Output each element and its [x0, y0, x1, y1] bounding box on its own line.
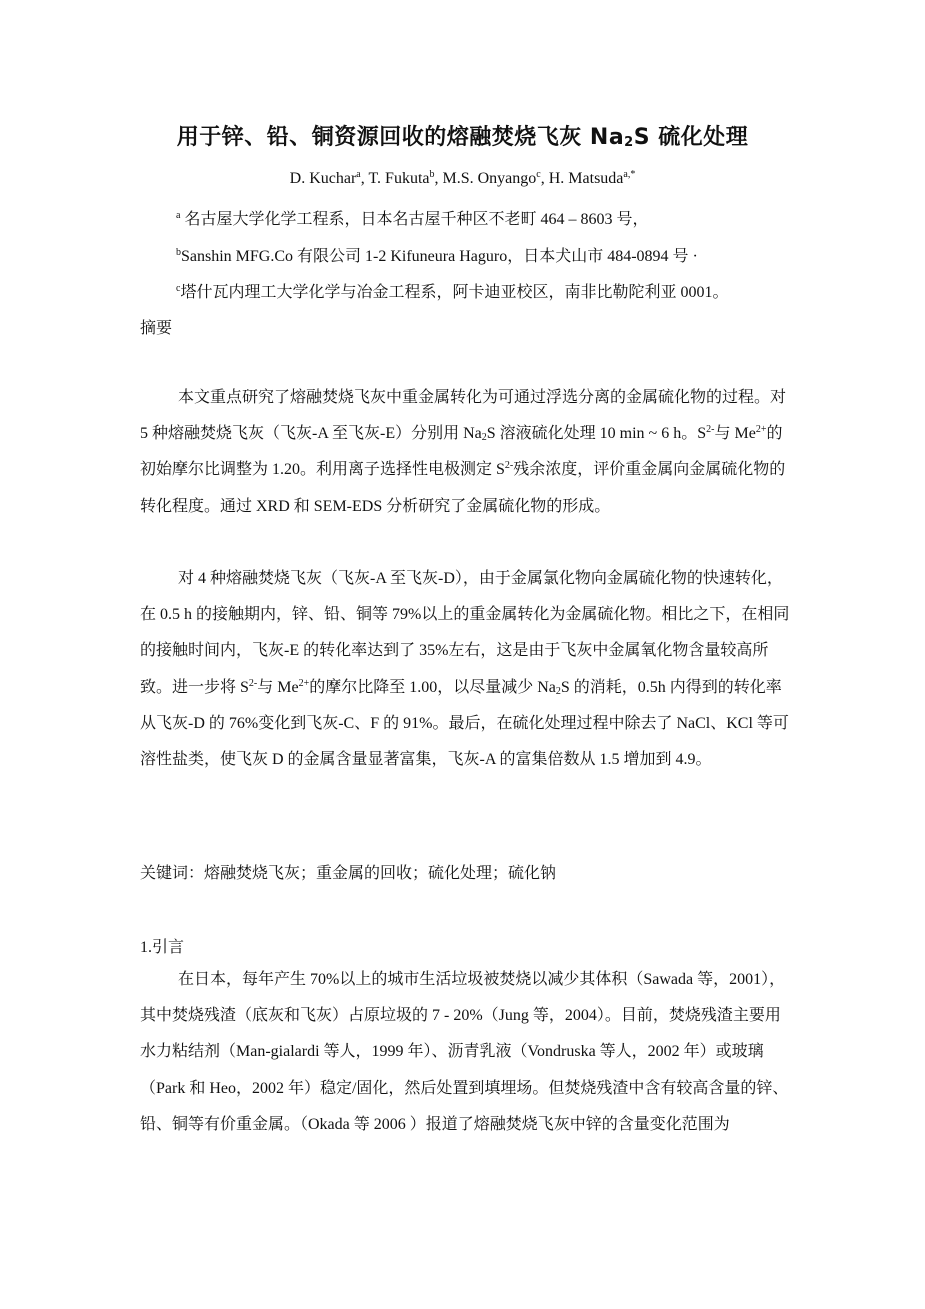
author-affil-mark: a,* — [623, 169, 636, 180]
author-list: D. Kuchar$^a$, T. Fukuta$^b$, M.S. Onyango$^c$, H. Matsuda$^{a,*}$ — [289, 169, 636, 187]
author-name: D. Kuchar — [289, 170, 357, 187]
affiliation-text: 名古屋大学化学工程系，日本名古屋千种区不老町 464 – 8603 号， — [180, 211, 649, 228]
subscript: 2 — [555, 685, 561, 697]
author-affil-mark: c — [536, 169, 541, 180]
affiliation-mark: c — [176, 283, 181, 294]
intro-heading: 1.引言 — [140, 939, 185, 956]
author-name: H. Matsuda — [548, 170, 624, 187]
affiliation-mark: b — [176, 247, 181, 258]
text-run: S 溶液硫化处理 10 min ~ 6 h。S — [486, 425, 707, 443]
author-affil-mark: a — [356, 169, 361, 180]
text-run: 与 Me — [257, 678, 299, 696]
superscript: 2+ — [298, 677, 310, 689]
subscript: 2 — [481, 432, 487, 444]
text-run: 的摩尔比降至 1.00，以尽量减少 Na — [309, 678, 556, 696]
author-name: T. Fukuta — [368, 170, 430, 187]
affiliation-b — [176, 243, 698, 266]
text-run: 的初始摩尔比调整为 1.20。利用离子选择性电极测定 S — [140, 425, 783, 479]
abstract-heading: 摘要 — [140, 320, 173, 337]
superscript: 2- — [248, 677, 258, 689]
abstract-paragraph-2 — [140, 561, 790, 778]
superscript: 2+ — [755, 424, 767, 436]
abstract-paragraph-1 — [140, 380, 790, 525]
affiliation-text: Sanshin MFG.Co 有限公司 1-2 Kifuneura Haguro，日本犬山市 484-0894 号 · — [181, 248, 698, 265]
affiliation-c — [176, 279, 728, 302]
superscript: 2- — [706, 424, 715, 436]
text-run: 对 4 种熔融焚烧飞灰（飞灰-A 至飞灰-D），由于金属氯化物向金属硫化物的快速转化，在 0.5 h 的接触期内，锌、铅、铜等 79%以上的重金属转化为金属硫化物。相比之下，在相同的接触时间内，飞灰-E 的转化率达到了 35%左右，这是由于飞灰中金属氧化物含量较高所致。进一步将 S — [140, 570, 790, 696]
intro-paragraph-1: 在日本，每年产生 70%以上的城市生活垃圾被焚烧以减少其体积（Sawada 等，2001），其中焚烧残渣（底灰和飞灰）占原垃圾的 7 - 20%（Jung 等，2004）。目前，焚烧残渣主要用水力粘结剂（Man-gialardi 等人，1999 年）、沥青乳液（Vondruska 等人，2002 年）或玻璃（Park 和 Heo，2002 年）稳定/固化，然后处置到填埋场。但焚烧残渣中含有较高含量的锌、铅、铜等有价重金属。（Okada 等 2006 ）报道了熔融焚烧飞灰中锌的含量变化范围为 — [140, 971, 789, 1133]
affiliation-mark: a — [176, 210, 181, 221]
author-name: M.S. Onyango — [442, 170, 537, 187]
text-run: 与 Me — [714, 425, 756, 443]
keywords: 关键词：熔融焚烧飞灰；重金属的回收；硫化处理；硫化钠 — [140, 865, 557, 882]
title-subscript: 2 — [624, 135, 634, 150]
text-run: S 的消耗，0.5h 内得到的转化率从飞灰-D 的 76%变化到飞灰-C、F 的 91%。最后，在硫化处理过程中除去了 NaCl、KCl 等可溶性盐类，使飞灰 D 的金属含量显著富集，飞灰-A 的富集倍数从 1.5 增加到 4.9。 — [140, 678, 789, 769]
paper-title — [0, 120, 925, 151]
title-text-end: S 硫化处理 — [633, 125, 749, 150]
superscript: 2- — [504, 460, 514, 472]
author-affil-mark: b — [429, 169, 435, 180]
text-run: 残余浓度，评价重金属向金属硫化物的转化程度。通过 XRD 和 SEM-EDS 分析研究了金属硫化物的形成。 — [140, 461, 786, 515]
text-run: 本文重点研究了熔融焚烧飞灰中重金属转化为可通过浮选分离的金属硫化物的过程。对 5 种熔融焚烧飞灰（飞灰-A 至飞灰-E）分别用 Na — [140, 389, 787, 443]
affiliation-a — [176, 206, 648, 229]
title-text: 用于锌、铅、铜资源回收的熔融焚烧飞灰 Na — [176, 125, 625, 150]
affiliation-text: 塔什瓦内理工大学化学与冶金工程系，阿卡迪亚校区，南非比勒陀利亚 0001。 — [180, 284, 729, 301]
